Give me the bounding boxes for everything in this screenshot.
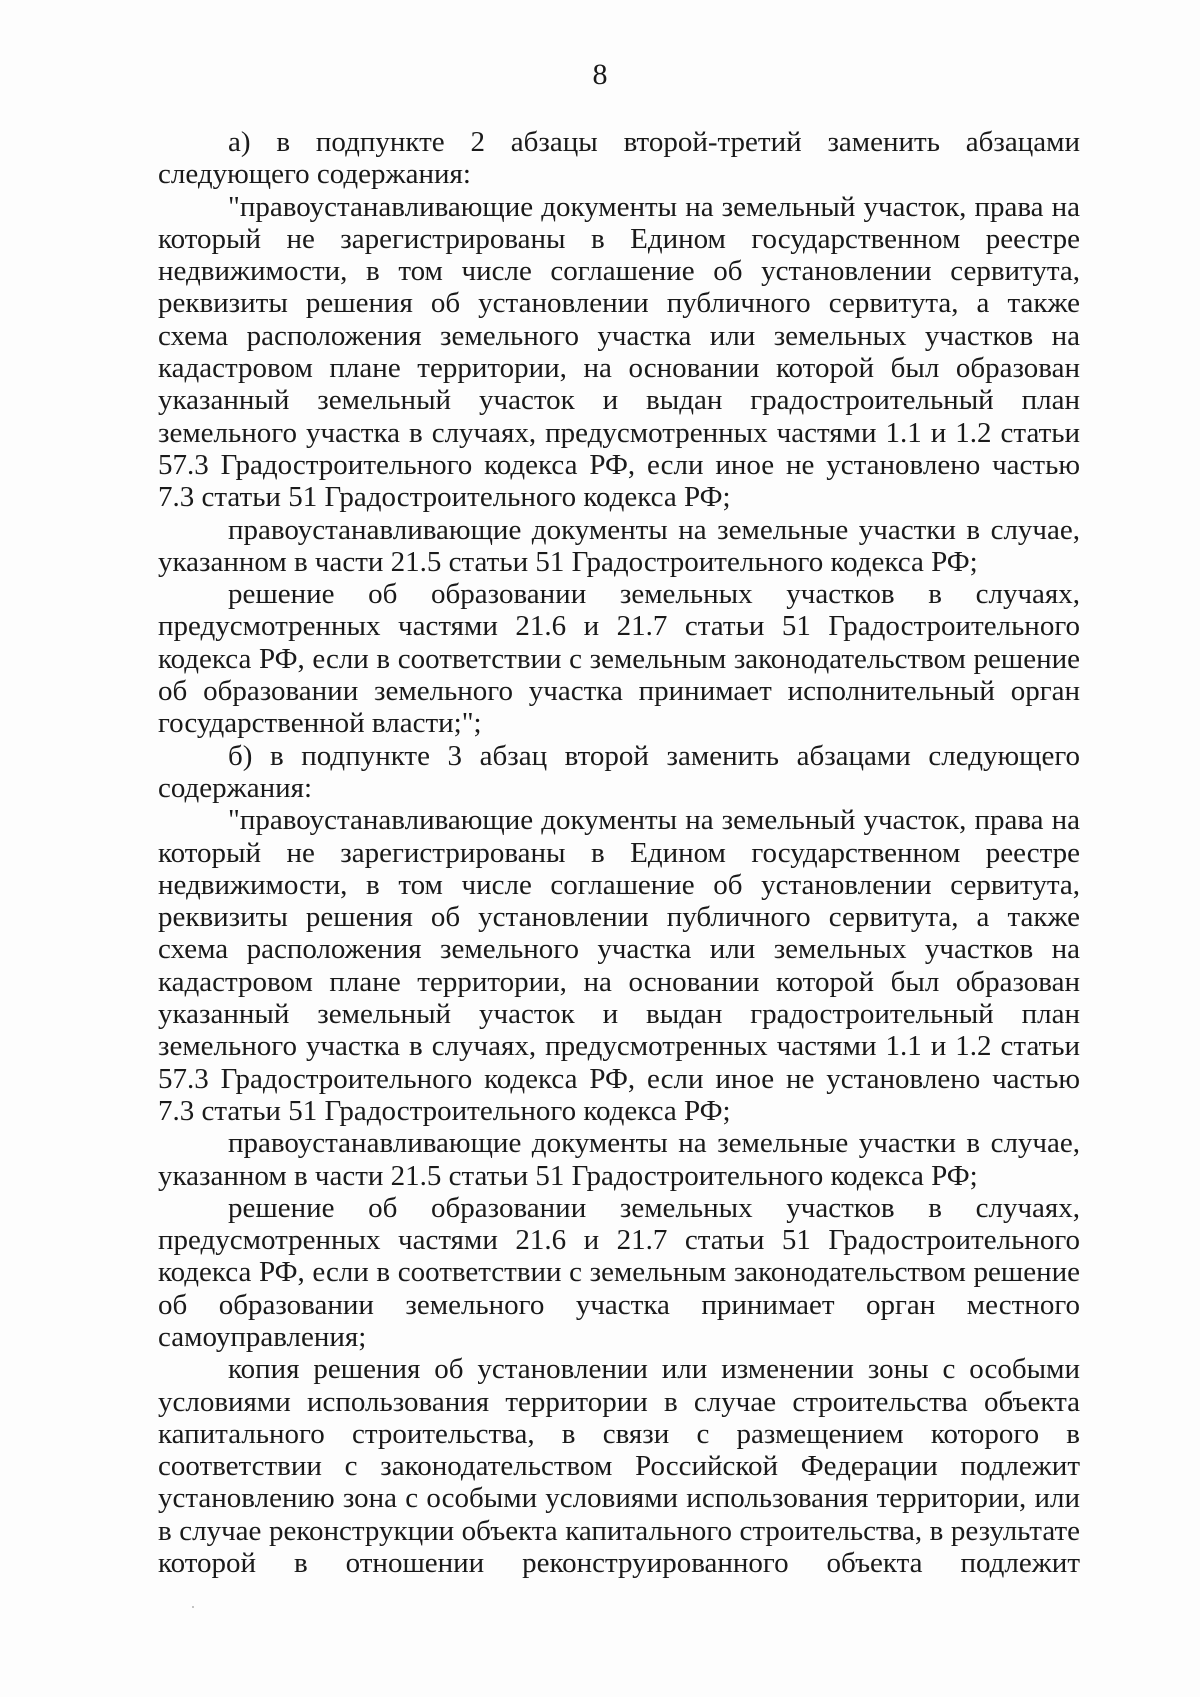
- document-body: [158, 126, 1080, 1579]
- paragraph-land-title-documents: "правоустанавливающие документы на земельный участок, права на который не зарегистрированы в Едином государственном реестре недвижимости, в том числе соглашение об установлении сервитута, реквизиты решения об установлении публичного сервитута, а также схема расположения земельного участка или земельных участков на кадастровом плане территории, на основании которой был образован указанный земельный участок и выдан градостроительный план земельного участка в случаях, предусмотренных частями 1.1 и 1.2 статьи 57.3 Градостроительного кодекса РФ, если иное не установлено частью 7.3 статьи 51 Градостроительного кодекса РФ;: [158, 190, 1080, 514]
- paragraph-land-formation-decision-2: решение об образовании земельных участков в случаях, предусмотренных частями 21.6 и 21.7 статьи 51 Градостроительного кодекса РФ, если в соответствии с земельным законодательством решение об образовании земельного участка принимает орган местного самоуправления;: [158, 1191, 1080, 1353]
- paragraph-zone-decision-copy: копия решения об установлении или изменении зоны с особыми условиями использования территории в случае строительства объекта капитального строительства, в связи с размещением которого в соответствии с законодательством Российской Федерации подлежит установлению зона с особыми условиями использования территории, или в случае реконструкции объекта капитального строительства, в результате которой в отношении реконструированного объекта подлежит: [158, 1353, 1080, 1580]
- scan-speck: [192, 1606, 194, 1608]
- paragraph-land-plots-documents-2: правоустанавливающие документы на земельные участки в случае, указанном в части 21.5 статьи 51 Градостроительного кодекса РФ;: [158, 1127, 1080, 1192]
- paragraph-amendment-a: а) в подпункте 2 абзацы второй-третий заменить абзацами следующего содержания:: [158, 126, 1080, 191]
- page-number: 8: [592, 58, 608, 91]
- paragraph-land-formation-decision: решение об образовании земельных участков в случаях, предусмотренных частями 21.6 и 21.7 статьи 51 Градостроительного кодекса РФ, если в соответствии с земельным законодательством решение об образовании земельного участка принимает исполнительный орган государственной власти;";: [158, 578, 1080, 740]
- paragraph-amendment-b: б) в подпункте 3 абзац второй заменить абзацами следующего содержания:: [158, 739, 1080, 804]
- paragraph-land-title-documents-2: "правоустанавливающие документы на земельный участок, права на который не зарегистрированы в Едином государственном реестре недвижимости, в том числе соглашение об установлении сервитута, реквизиты решения об установлении публичного сервитута, а также схема расположения земельного участка или земельных участков на кадастровом плане территории, на основании которой был образован указанный земельный участок и выдан градостроительный план земельного участка в случаях, предусмотренных частями 1.1 и 1.2 статьи 57.3 Градостроительного кодекса РФ, если иное не установлено частью 7.3 статьи 51 Градостроительного кодекса РФ;: [158, 804, 1080, 1127]
- paragraph-land-plots-documents: правоустанавливающие документы на земельные участки в случае, указанном в части 21.5 статьи 51 Градостроительного кодекса РФ;: [158, 513, 1080, 578]
